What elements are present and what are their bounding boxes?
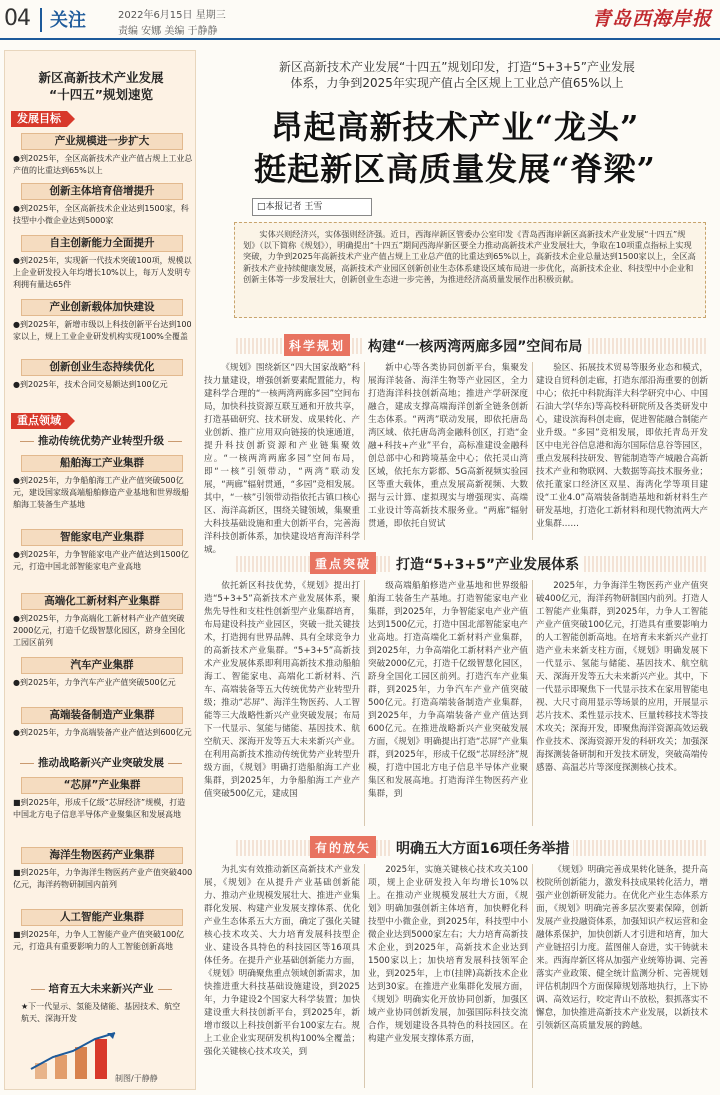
field-text: ●到2025年，力争智能家电产业产值达到1500亿元，打造中国北部智能家电产业高地 — [13, 550, 189, 571]
column-divider — [364, 580, 365, 826]
goal-text: ●到2025年，实现新一代技术突破100项，规模以上企业研发投入年均增长10%以上，每万人发明专利拥有量达65件 — [13, 256, 192, 289]
article-column — [204, 580, 360, 828]
sidebar-title-line1: 新区高新技术产业发展 — [38, 70, 164, 85]
article-column — [204, 362, 360, 555]
sidebar-title-line2: “十四五”规划速览 — [49, 87, 153, 102]
goal-head: 创新主体培育倍增提升 — [21, 183, 183, 200]
goal-text: ●到2025年，技术合同交易额达到100亿元 — [13, 380, 168, 389]
article-column — [536, 362, 708, 542]
article-column — [204, 864, 360, 1090]
field-head: 海洋生物医药产业集群 — [21, 847, 183, 864]
graphic-credit: 制图/于静静 — [115, 1074, 158, 1083]
article-column — [368, 580, 528, 828]
field-head: 人工智能产业集群 — [21, 909, 183, 926]
date-line: 2022年6月15日 星期三 — [118, 10, 226, 21]
headline-deck-line2: 体系，力争到2025年实现产值占全区规上工业总产值65%以上 — [290, 76, 624, 90]
goal-text: ●到2025年，全区高新技术企业达到1500家，科技型中小微企业达到5000家 — [13, 204, 189, 225]
section-header — [236, 552, 706, 576]
field-head: 高端装备制造产业集群 — [21, 707, 183, 724]
field-head: 汽车产业集群 — [21, 657, 183, 674]
future-industries: ★下一代显示、氢能及储能、基因技术、航空航天、深海开发 — [21, 1002, 181, 1023]
column-text: 2025年，力争海洋生物医药产业产值突破400亿元，海洋药物研制国内前列。打造人工智能产业集群，到2025年，力争人工智能产业产值突破100亿元，打造具有重要影响力的人工智能创新高地。在培育未来新兴产业打造产业未来新支柱方面，《规划》明确发展下一代显示、氢能与储能、基因技术、航空航天、深海开发等五大未来新兴产业。其中，下一代显示即聚焦下一代显示技术在家用智能电视、大尺寸商用显示等场景的应用，开展显示芯片技术、柔性显示技术、巨量转移技术等技术攻关；深海开发，即聚焦海洋资源高效运载作业技术、深海资源开发的科研攻关；加强深海探测装备研制和开发技术研发，突破高端传感器、高温芯片等深度探测核心技术。 — [536, 581, 708, 773]
goal-text: ●到2025年，全区高新技术产业产值占规上工业总产值的比重达到65%以上 — [13, 154, 193, 175]
column-text: 依托新区科技优势，《规划》提出打造“5+3+5”高新技术产业发展体系，聚焦先导性和支柱性创新型产业集群培育，布局建设科技产业园区，突破一批关键技术，打造拥有世界品牌、具有全球竞争力的高新技术产业集群。“5+3+5”高新技术产业发展体系即利用高新技术推动船舶海工、智能家电、高端化工新材料、汽车、高端装备等五大传统优势产业转型升级；推动“芯屏”、海洋生物医药、人工智能等三大战略性新兴产业突破发展；布局下一代显示、氢能与储能、基因技术、航空航天、深海开发等五大未来新兴产业。在利用高新技术推动传统优势产业转型升级方面，《规划》明确打造船舶海工产业集群，到2025年，力争船舶海工产业产值突破500亿元，建成国 — [204, 581, 360, 799]
section-title: 构建“一核两湾两廊多园”空间布局 — [364, 336, 586, 356]
subsection-traditional: 推动传统优势产业转型升级 — [5, 433, 197, 448]
column-divider — [364, 362, 365, 540]
goal-head: 产业规模进一步扩大 — [21, 133, 183, 150]
field-text: ●到2025年，力争汽车产业产值突破500亿元 — [13, 678, 176, 687]
byline: □本报记者 王雪 — [252, 198, 372, 216]
goal-head: 创新创业生态持续优化 — [21, 359, 183, 376]
goal-text: ●到2025年，新增市级以上科技创新平台达到100家以上，规上工业企业研发机构实现100%全覆盖 — [13, 320, 192, 341]
column-divider — [364, 864, 365, 1088]
column-text: 为扎实有效推动新区高新技术产业发展，《规划》在从提升产业基础创新能力、推动产业规模发展壮大、推进产业集群化发展、构建产业发展支撑体系、优化产业生态体系五大方面，确定了强化关键核心技术攻关、大力培育发展科技型企业、建设各具特色的科技园区等16项具体任务。在提升产业基础创新能力方面，《规划》明确聚焦重点领域创新需求，加快推进重大科技基础设施建设，到2025年，力争建设2个国家大科学装置；加快建设重大科技创新平台，到2025年，新增市级以上科技创新平台100家左右。规上工业企业实现研发机构100%全覆盖；强化关键核心技术攻关，到 — [204, 865, 360, 1057]
subsection-emerging: 推动战略新兴产业突破发展 — [5, 755, 197, 770]
field-head: “芯屏”产业集群 — [21, 777, 183, 794]
headline-deck-line1: 新区高新技术产业发展“十四五”规划印发，打造“5+3+5”产业发展 — [279, 60, 635, 74]
section-name: 关注 — [50, 10, 86, 31]
section-badge: 科学规划 — [284, 334, 350, 356]
field-head: 智能家电产业集群 — [21, 529, 183, 546]
field-text: ●到2025年，力争高端装备产业产值达到600亿元 — [13, 728, 192, 737]
tag-key-areas: 重点领域 — [11, 413, 67, 429]
section-badge: 重点突破 — [310, 552, 376, 574]
page-number: 04 — [4, 6, 30, 31]
section-badge: 有的放矢 — [310, 836, 376, 858]
section-title: 打造“5+3+5”产业发展体系 — [392, 554, 583, 574]
article-column — [368, 362, 528, 542]
column-text: 《规划》明确完善成果转化链条，提升高校院所创新能力，激发科技成果转化活力，增强产业创新研发能力。在优化产业生态体系方面，《规划》明确完善多层次要素保障，创新发展产业投融资体系，加强知识产权运营和金融体系保护，加快创新人才引进和培育，加大产业链招引力度。蓝图催人奋进，实干铸就未来。西海岸新区将从加强产业统筹协调、完善落实产业政策、健全统计监测分析、完善规划评估机制四个方面保障规划落地执行，上下协调、高效运行，咬定青山不放松，狠抓落实不懈怠，加快推进高新技术产业发展，以新技术引领新区高质量发展的跨越。 — [536, 865, 708, 1031]
column-divider — [532, 580, 533, 826]
goal-head: 自主创新能力全面提升 — [21, 235, 183, 252]
editors-line: 责编 安娜 美编 于静静 — [118, 26, 218, 37]
main-headline-line2: 挺起新区高质量发展“脊梁” — [254, 150, 656, 188]
column-text: 新中心等各类协同创新平台，集聚发展海洋装备、海洋生物等产业园区，全力打造海洋科技创新高地；推进产学研深度融合，建成支撑高端海洋创新全链条创新生态体系。“两湾”联动发展，即依托唐岛湾区域、依托唐岛湾金融科创区，打造“金融+科技+产业”平台，高标准建设金融科创总部中心和跨境基金中心；依托灵山湾区域，依托东方影都、5G高新视频实验园区等重大载体，重点发展高新视频、大数据与云计算、虚拟现实与增强现实、高端工业设计等高新技术服务业。“两廊”辐射贯通，即依托自贸试 — [368, 363, 528, 529]
article-column — [536, 580, 708, 828]
sidebar-title — [5, 69, 197, 103]
goal-head: 产业创新载体加快建设 — [21, 299, 183, 316]
sidebar-infographic — [4, 50, 196, 1090]
article-column — [536, 864, 708, 1090]
section-header — [236, 836, 706, 860]
field-text: ●到2025年，力争高端化工新材料产业产值突破2000亿元，打造千亿级智慧化园区，跻身全国化工园区前列 — [13, 614, 186, 647]
field-text: ■到2025年，形成千亿级“芯屏经济”规模，打造中国北方电子信息半导体产业聚集区和发展高地 — [13, 798, 186, 819]
column-divider — [532, 362, 533, 540]
masthead-divider — [40, 8, 42, 32]
column-text: 2025年，实施关键核心技术攻关100项，规上企业研发投入年均增长10%以上。在推动产业规模发展壮大方面，《规划》明确加强创新主体培育，加快孵化科技型中小微企业，到2025年，科技型中小微企业达到5000家左右；大力培育高新技术企业，到2025年，高新技术企业达到1500家以上；加快培育发展科技领军企业，到2025年，上市(挂牌)高新技术企业达到30家。在推进产业集群化发展方面，《规划》明确实化开放协同创新，加强区域产业协同创新发展，加强国际科技交流合作，规划建设各具特色的科技园区。在构建产业发展支撑体系方面， — [368, 865, 528, 1044]
field-text: ■到2025年，力争海洋生物医药产业产值突破400亿元，海洋药物研制国内前列 — [13, 868, 193, 889]
field-text: ■到2025年，力争人工智能产业产值突破100亿元，打造具有重要影响力的人工智能创新高地 — [13, 930, 185, 951]
lead-paragraph: 实体兴则经济兴，实体强则经济强。近日，西海岸新区管委办公室印发《青岛西海岸新区高新技术产业发展“十四五”规划》（以下简称《规划》），明确提出“十四五”期间西海岸新区要全力推动高新技术产业发展壮大，争取在10项重点指标上实现突破，力争到2025年高新技术产业产值占规上工业总产值的比重达到65%以上，高新技术企业总量达到1500家以上，全区高新技术产业持续健康发展，高新技术产业园区创新创业生态体系建设区域布局进一步优化，高新技术企业、科技型中小企业和创新主体等一步发展壮大，创新创业生态进一步完善，为推进经济高质量发展作出积极贡献。 — [234, 222, 706, 318]
subsection-future: 培育五大未来新兴产业 — [5, 981, 197, 996]
column-text: 《规划》围绕新区“四大国家战略”科技力量建设，增强创新要素配置能力，构建科学合理的“一核两湾两廊多园”空间布局，加快科技资源互联互通和开放共享，打造基础研究、技术研发、成果转化、产业创新、推广应用双向链接的快速通道，提升科技创新资源和产业链集聚效应。“一核两湾两廊多园”空间布局，即“一核”引领带动，“两湾”联动发展，“两廊”辐射贯通，“多园”竞相发展。其中，“一核”引领带动指依托古镇口核心区、海洋高新区，围绕关键领域，集聚重大科技基础设施和重大创新平台，完善海洋科技创新体系，加快建设培育海洋科学城。 — [204, 363, 360, 555]
column-text: 验区、拓展技术贸易等服务业态和模式，建设自贸科创走廊，打造东部沿海重要的创新中心；依托中科院海洋大科学研究中心、中国石油大学(华东)等高校科研院所及各类研发中心，建设滨海科创走廊，促进智能融合制能产业升级。“多园”竞相发展，即依托青岛开发区中电光谷信息港和海尔国际信息谷等园区，重点发展科技研发、智能制造等产城融合高新技术产业和物联网、大数据等高技术服务业；依托董家口经济区双星、海湾化学等项目建设“工业4.0”高端装备制造基地和新材料生产研发基地，打造化工新材料和现代物流两大产业集群…… — [536, 363, 708, 529]
column-text: 级高端船舶修造产业基地和世界级船舶海工装备生产基地。打造智能家电产业集群，到2025年，力争智能家电产业产值达到1500亿元，打造中国北部智能家电产业高地。打造高端化工新材料产业集群，到2025年，力争高端化工新材料产业产值突破2000亿元，打造千亿级智慧化园区，跻身全国化工园区前列。打造汽车产业集群，到2025年，力争汽车产业产值突破500亿元。打造高端装备制造产业集群，到2025年，力争高端装备产业产值达到600亿元。在推进战略新兴产业突破发展方面，《规划》明确提出打造“芯屏”产业集群，到2025年，形成千亿级“芯屏经济”规模，打造中国北方电子信息半导体产业聚集区和发展高地。打造海洋生物医药产业集群，到 — [368, 581, 528, 799]
newspaper-logo: 青岛西海岸报 — [592, 8, 713, 30]
field-head: 高端化工新材料产业集群 — [21, 593, 183, 610]
section-header — [236, 334, 706, 358]
field-text: ●到2025年，力争船舶海工产业产值突破500亿元，建设国家级高端船舶修造产业基地和世界级船舶海工装备生产基地 — [13, 476, 189, 509]
masthead — [0, 0, 720, 40]
tag-goals: 发展目标 — [11, 111, 67, 127]
main-headline-line1: 昂起高新技术产业“龙头” — [270, 108, 640, 146]
article-column — [368, 864, 528, 1090]
column-divider — [532, 864, 533, 1088]
field-head: 船舶海工产业集群 — [21, 455, 183, 472]
section-title: 明确五大方面16项任务举措 — [392, 838, 573, 858]
